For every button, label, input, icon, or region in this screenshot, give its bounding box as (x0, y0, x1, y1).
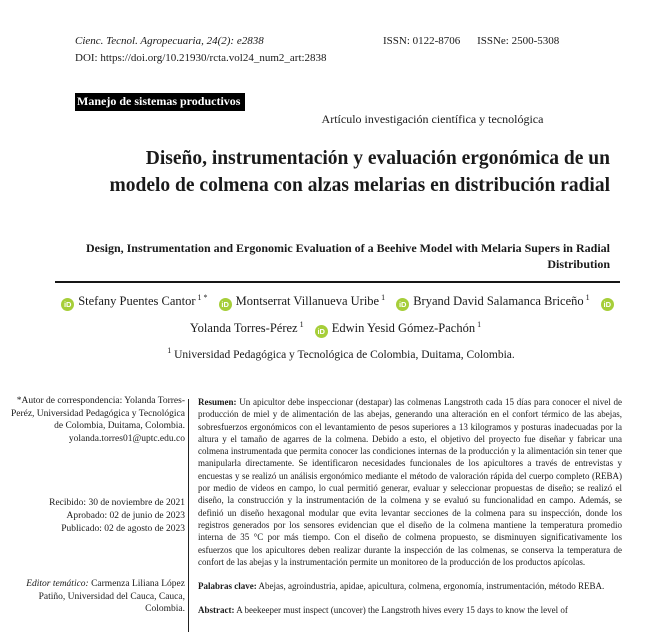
divider-horizontal (55, 281, 620, 283)
orcid-icon[interactable]: iD (315, 325, 328, 338)
author-affiliation-mark: 1 * (197, 292, 208, 302)
journal-citation: Cienc. Tecnol. Agropecuaria, 24(2): e2838 (75, 35, 264, 47)
editor-note (6, 578, 185, 616)
approved-date: Aprobado: 02 de junio de 2023 (66, 510, 185, 521)
orcid-icon[interactable]: iD (219, 298, 232, 311)
author-affiliation-mark: 1 (381, 292, 386, 302)
correspondence-note: *Autor de correspondencia: Yolanda Torres-Peréz, Universidad Pedagógica y Tecnológica de Colombia, Duitama, Colombia. yolanda.torres01@uptc.edu.co (10, 396, 185, 444)
abstract-en-label: Abstract: (198, 605, 235, 616)
abstract-en (198, 604, 622, 616)
dates-block (6, 497, 185, 535)
editor-label: Editor temático: (26, 579, 89, 590)
author-affiliation-mark: 1 (585, 292, 590, 302)
editor-text: Carmenza Liliana López Patiño, Universidad del Cauca, Cauca, Colombia. (38, 579, 185, 615)
orcid-icon[interactable]: iD (396, 298, 409, 311)
metadata-sidebar (6, 395, 185, 616)
author-name: Montserrat Villanueva Uribe (235, 294, 380, 308)
author (396, 294, 589, 308)
issn-electronic: ISSNe: 2500-5308 (477, 35, 560, 47)
affiliation (60, 346, 620, 361)
journal-header-right (383, 35, 559, 47)
divider-vertical (188, 399, 189, 632)
received-date: Recibido: 30 de noviembre de 2021 (49, 498, 185, 509)
doi-link[interactable]: DOI: https://doi.org/10.21930/rcta.vol24_num2_art:2838 (75, 52, 327, 64)
author-name: Yolanda Torres-Pérez (189, 321, 298, 335)
abstract-column (198, 396, 622, 629)
keywords-label: Palabras clave: (198, 581, 257, 592)
issn-print: ISSN: 0122-8706 (383, 35, 461, 47)
affiliation-mark: 1 (167, 346, 172, 356)
abstract-es-label: Resumen: (198, 397, 237, 407)
keywords-text: Abejas, agroindustria, apidae, apicultura, colmena, ergonomía, instrumentación, método REBA. (256, 581, 605, 592)
author-name: Bryand David Salamanca Briceño (413, 294, 584, 308)
authors-line (55, 288, 620, 342)
published-date: Publicado: 02 de agosto de 2023 (61, 523, 185, 534)
author (219, 294, 385, 308)
article-title-en: Design, Instrumentation and Ergonomic Evaluation of a Beehive Model with Melaria Supers in Radial Distribution (85, 241, 610, 272)
journal-header-left (75, 33, 327, 67)
orcid-icon[interactable]: iD (61, 298, 74, 311)
keywords-es (198, 580, 622, 592)
author-affiliation-mark: 1 (299, 319, 304, 329)
abstract-es-text: Un apicultor debe inspeccionar (destapar) las colmenas Langstroth cada 15 días para conocer el nivel de producción de miel y de alimentación de las abejas, generando una alteración en el confort térmico de las abejas, sobresfuerzos ergonómicos con el levantamiento de pesos superiores a 13 kilogramos y posturas inadecuadas por la altura y el tamaño de agarres de la colmena. Debido a esto, el objetivo del proyecto fue diseñar y fabricar una colmena instrumentada que permita conocer las condiciones internas de la producción y la alimentación sin tener que manipularla directamente. Se identificaron necesidades funcionales de los apicultores a través de entrevistas y encuestas y se realizó un análisis ergonómico mediante el método de valoración rápida del cuerpo completo (REBA) por medio de videos en campo, lo cual permitió generar, evaluar y seleccionar propuestas de diseño; se realizó el diseño, la construcción y la instrumentación de la colmena y se evaluó su funcionalidad en campo. Además, se definió un diseño hexagonal modular que evita levantar secciones de la colmena para su inspección, donde los registros generados por los sensores evidencian que el diseño de la colmena mantiene la temperatura promedio interna de 35 °C por más tiempo. Con el diseño de colmena propuesto, se disminuyen significativamente los esfuerzos que los apicultores deben realizar durante la inspección de las colmenas, se conserva la temperatura de confort de las abejas y la instrumentación permite un monitoreo de la producción de los productos apícolas. (198, 397, 622, 567)
article-type: Artículo investigación científica y tecnológica (321, 112, 544, 126)
affiliation-text: Universidad Pedagógica y Tecnológica de Colombia, Duitama, Colombia. (171, 349, 515, 361)
abstract-es (198, 396, 622, 568)
author (61, 294, 207, 308)
article-title-es: Diseño, instrumentación y evaluación ergonómica de un modelo de colmena con alzas melarias en distribución radial (109, 148, 610, 196)
abstract-en-text: A beekeeper must inspect (uncover) the Langstroth hives every 15 days to know the level of (234, 605, 568, 616)
author-affiliation-mark: 1 (477, 319, 482, 329)
orcid-icon[interactable]: iD (601, 298, 614, 311)
author (315, 321, 481, 335)
author-name: Stefany Puentes Cantor (78, 294, 196, 308)
section-label: Manejo de sistemas productivos (75, 93, 245, 111)
author-name: Edwin Yesid Gómez-Pachón (331, 321, 476, 335)
